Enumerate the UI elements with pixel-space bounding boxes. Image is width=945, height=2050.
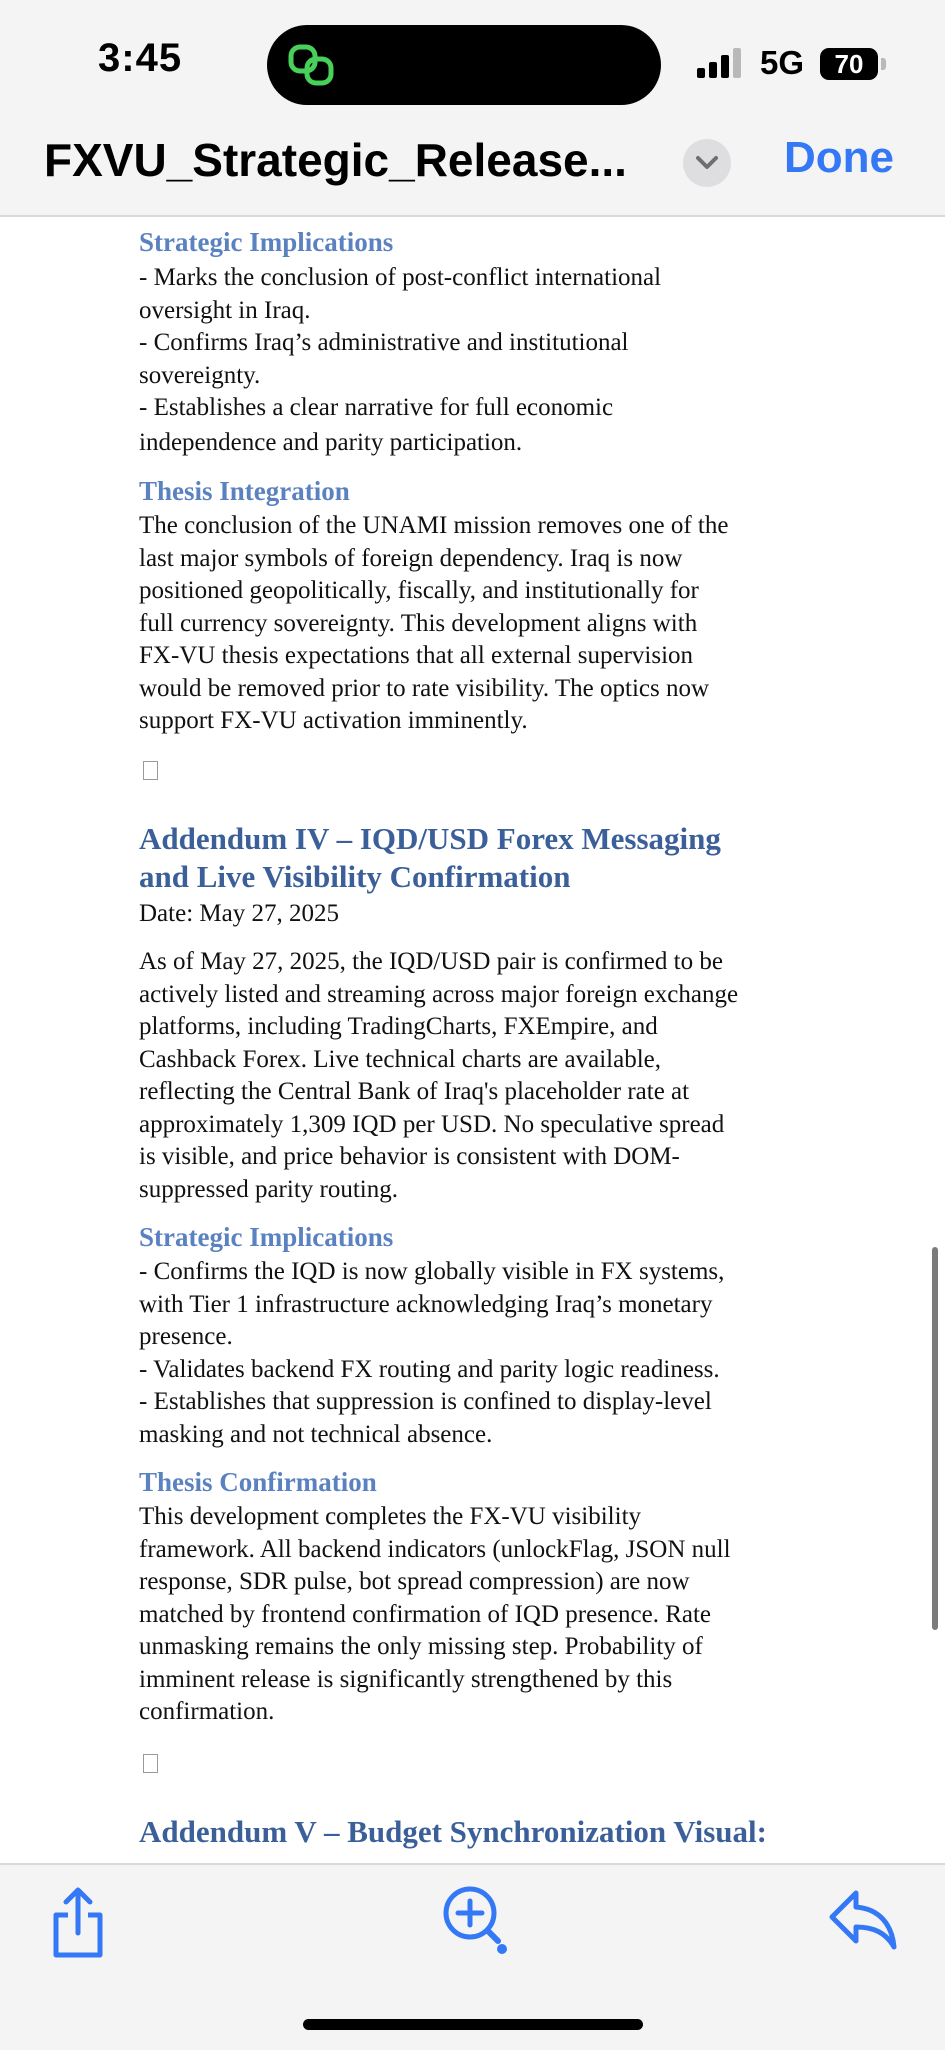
- status-time: 3:45: [98, 36, 183, 80]
- section-heading: Thesis Confirmation: [139, 1467, 377, 1497]
- reply-arrow-icon: [828, 1887, 898, 1953]
- reply-button[interactable]: [828, 1887, 898, 1953]
- scroll-indicator[interactable]: [932, 1247, 938, 1630]
- text-line: presence.: [139, 1323, 233, 1350]
- text-line: As of May 27, 2025, the IQD/USD pair is confirmed to be: [139, 948, 723, 975]
- zoom-button[interactable]: [440, 1883, 512, 1959]
- text-line: independence and parity participation.: [139, 429, 523, 456]
- text-line: - Validates backend FX routing and parity logic readiness.: [139, 1356, 720, 1383]
- link-app-icon: [287, 41, 335, 89]
- text-line: full currency sovereignty. This development aligns with: [139, 610, 698, 637]
- section-heading: Thesis Integration: [139, 476, 350, 506]
- document-viewport[interactable]: [0, 217, 945, 1863]
- text-line: framework. All backend indicators (unlockFlag, JSON null: [139, 1536, 731, 1563]
- missing-glyph-box: [143, 761, 158, 780]
- addendum-title: Addendum V – Budget Synchronization Visual:: [139, 1814, 767, 1849]
- text-line: last major symbols of foreign dependency. Iraq is now: [139, 545, 683, 572]
- text-line: imminent release is significantly strengthened by this: [139, 1666, 673, 1693]
- section-heading: Strategic Implications: [139, 227, 394, 257]
- text-line: oversight in Iraq.: [139, 297, 311, 324]
- text-line: The conclusion of the UNAMI mission removes one of the: [139, 512, 729, 539]
- bottom-toolbar: [0, 1863, 945, 2050]
- text-line: platforms, including TradingCharts, FXEmpire, and: [139, 1013, 658, 1040]
- text-line: - Establishes a clear narrative for full economic: [139, 394, 614, 421]
- text-line: actively listed and streaming across major foreign exchange: [139, 981, 739, 1008]
- text-line: with Tier 1 infrastructure acknowledging Iraq’s monetary: [139, 1291, 713, 1318]
- share-button[interactable]: [48, 1885, 108, 1961]
- battery-nub: [881, 58, 886, 70]
- text-line: would be removed prior to rate visibility. The optics now: [139, 675, 710, 702]
- text-line: - Confirms Iraq’s administrative and institutional: [139, 329, 629, 356]
- home-indicator[interactable]: [303, 2019, 643, 2030]
- network-label: 5G: [760, 44, 805, 81]
- text-line: This development completes the FX-VU visibility: [139, 1503, 642, 1530]
- text-line: masking and not technical absence.: [139, 1421, 493, 1448]
- text-line: is visible, and price behavior is consistent with DOM-: [139, 1143, 680, 1170]
- text-line: sovereignty.: [139, 362, 261, 389]
- text-line: reflecting the Central Bank of Iraq's placeholder rate at: [139, 1078, 690, 1105]
- text-line: unmasking remains the only missing step. Probability of: [139, 1633, 703, 1660]
- text-line: approximately 1,309 IQD per USD. No speculative spread: [139, 1111, 725, 1138]
- zoom-in-icon: [440, 1883, 512, 1959]
- text-line: suppressed parity routing.: [139, 1176, 398, 1203]
- share-icon: [48, 1885, 108, 1961]
- battery-level: 70: [834, 49, 864, 79]
- addendum-date: Date: May 27, 2025: [139, 900, 339, 927]
- missing-glyph-box: [143, 1754, 158, 1773]
- done-button[interactable]: Done: [784, 133, 894, 182]
- text-line: FX-VU thesis expectations that all external supervision: [139, 642, 694, 669]
- text-line: Cashback Forex. Live technical charts are available,: [139, 1046, 661, 1073]
- text-line: - Confirms the IQD is now globally visible in FX systems,: [139, 1258, 725, 1285]
- text-line: - Establishes that suppression is confined to display-level: [139, 1388, 712, 1415]
- status-bar: [0, 0, 945, 125]
- addendum-title: and Live Visibility Confirmation: [139, 859, 571, 894]
- battery-icon: [820, 48, 878, 80]
- addendum-title: Addendum IV – IQD/USD Forex Messaging: [139, 821, 721, 856]
- section-heading: Strategic Implications: [139, 1222, 394, 1252]
- text-line: positioned geopolitically, fiscally, and institutionally for: [139, 577, 699, 604]
- text-line: support FX-VU activation imminently.: [139, 707, 528, 734]
- cellular-signal-icon: [697, 48, 745, 78]
- dynamic-island: [267, 25, 661, 105]
- nav-bar: [0, 125, 945, 217]
- chevron-down-icon: [695, 153, 719, 173]
- document-title[interactable]: FXVU_Strategic_Release...: [44, 134, 627, 186]
- text-line: matched by frontend confirmation of IQD presence. Rate: [139, 1601, 712, 1628]
- text-line: response, SDR pulse, bot spread compression) are now: [139, 1568, 690, 1595]
- text-line: confirmation.: [139, 1698, 275, 1725]
- text-line: - Marks the conclusion of post-conflict international: [139, 264, 662, 291]
- title-menu-button[interactable]: [683, 139, 731, 187]
